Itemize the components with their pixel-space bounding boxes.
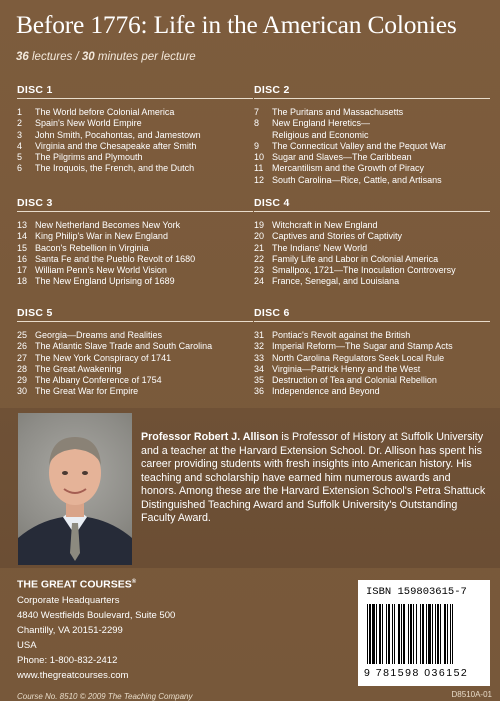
lecture-item [254,231,490,242]
publisher-info [17,575,175,683]
lecture-title: The New England Uprising of 1689 [35,276,175,287]
lecture-number: 19 [254,220,265,230]
lecture-number: 1 [17,107,23,117]
lecture-number: 4 [17,140,23,151]
lecture-number: 3 [17,129,23,140]
isbn-text: ISBN 159803615-7 [366,586,467,598]
professor-bio [141,431,486,526]
barcode-bar [447,604,448,664]
brand-name: THE GREAT COURSES [17,578,132,591]
publisher-website: www.thegreatcourses.com [17,669,129,681]
lecture-title: Virginia and the Chesapeake after Smith [35,140,197,151]
disc-heading: DISC 2 [254,84,490,99]
lecture-title: William Penn's New World Vision [35,265,167,276]
lecture-item [17,341,253,352]
lecture-item [17,386,253,397]
lecture-item [254,107,490,118]
lecture-title: Family Life and Labor in Colonial America [272,253,439,264]
lecture-number: 8 [254,118,260,129]
lecture-item [254,265,490,276]
lecture-item [17,231,253,242]
publisher-city: Chantilly, VA 20151-2299 [17,624,123,636]
professor-bio-text: is Professor of History at Suffolk University and a teacher at the Harvard Extension School. Dr. Allison has spent his career providing students with fresh insights into American history. His teaching and scholarship have earned him numerous awards and honors. Among these are the Harvard Extension School's Petra Shattuck Distinguished Teaching Award and Suffolk University's Outstanding Faculty Award. [141,431,486,524]
barcode-bar [426,604,427,664]
lecture-title: Mercantilism and the Growth of Piracy [272,163,425,174]
product-code: D8510A-01 [451,690,492,699]
lecture-number: 15 [17,242,28,253]
barcode-bar [420,604,421,664]
disc-heading: DISC 3 [17,197,253,212]
lecture-title: Bacon's Rebellion in Virginia [35,242,149,253]
publisher-country: USA [17,639,37,651]
lecture-number: 28 [17,363,28,374]
disc-heading: DISC 6 [254,307,490,322]
lecture-title: Spain's New World Empire [35,118,142,129]
lecture-item [254,254,490,265]
lecture-item [17,276,253,287]
lecture-item [254,330,490,341]
lecture-number: 9 [254,140,260,151]
lecture-title: Sugar and Slaves—The Caribbean [272,152,412,163]
barcode-bar [437,604,439,664]
lecture-title: The Puritans and Massachusetts [272,107,404,117]
lecture-item [254,243,490,254]
lecture-number: 2 [17,118,23,129]
lecture-title: King Philip's War in New England [35,231,168,242]
barcode-bar [408,604,409,664]
disc-heading: DISC 4 [254,197,490,212]
minutes-text: minutes per lecture [97,51,196,63]
lecture-number: 14 [17,231,28,242]
lecture-number: 11 [254,163,264,174]
lecture-title: The World before Colonial America [35,107,175,117]
lecture-number: 16 [17,253,28,264]
course-subtitle [16,51,196,63]
minutes-count: 30 [81,51,95,63]
barcode-bar [367,604,368,664]
publisher-street: 4840 Westfields Boulevard, Suite 500 [17,609,176,621]
barcode-icon [365,604,483,666]
lecture-item [17,364,253,375]
barcode-bar [432,604,433,664]
lecture-item [254,375,490,386]
disc-1-section [17,84,253,175]
lecture-title: The Indians' New World [272,242,368,253]
lecture-number: 23 [254,265,265,276]
lecture-number: 30 [17,386,28,397]
barcode-bar [369,604,371,664]
disc-heading: DISC 1 [17,84,253,99]
lecture-item [254,175,490,186]
lecture-item [17,118,253,129]
lecture-number: 34 [254,363,265,374]
lectures-word: lectures / [32,51,79,63]
lecture-number: 26 [17,341,28,352]
lecture-number: 25 [17,330,28,340]
barcode-bar [410,604,412,664]
lecture-number: 29 [17,375,28,386]
lecture-number: 22 [254,253,265,264]
lecture-title: France, Senegal, and Louisiana [272,276,400,287]
disc-6-section [254,307,490,398]
lecture-item [17,220,253,231]
barcode-bar [450,604,451,664]
lecture-title-continued: Religious and Economic [272,129,369,140]
lecture-item [254,141,490,152]
lecture-item [17,141,253,152]
lecture-title: The Iroquois, the French, and the Dutch [35,163,195,174]
lecture-title: Georgia—Dreams and Realities [35,330,163,340]
lecture-item [254,220,490,231]
barcode-bar [440,604,441,664]
lecture-number: 12 [254,174,265,185]
lecture-item [254,118,490,129]
lecture-number: 33 [254,352,265,363]
lecture-title: Santa Fe and the Pueblo Revolt of 1680 [35,253,196,264]
publisher-hq: Corporate Headquarters [17,594,120,606]
disc-2-section [254,84,490,186]
lecture-item [17,265,253,276]
barcode-bar [379,604,381,664]
lecture-title: The Great Awakening [35,363,122,374]
barcode-bar [388,604,390,664]
lecture-title: Pontiac's Revolt against the British [272,330,411,340]
lecture-title: Imperial Reform—The Sugar and Stamp Acts [272,341,453,352]
lecture-item [17,163,253,174]
disc-heading: DISC 5 [17,307,253,322]
lecture-number: 7 [254,107,260,117]
barcode-bar [386,604,387,664]
disc-5-section [17,307,253,398]
barcode-bar [428,604,431,664]
lecture-item [254,276,490,287]
barcode-bar [394,604,395,664]
disc-3-section [17,197,253,288]
barcode-bar [444,604,446,664]
lecture-item [17,107,253,118]
barcode-number: 9 781598 036152 [364,667,469,679]
lecture-number: 27 [17,352,28,363]
lecture-number: 18 [17,276,28,287]
lecture-item [17,243,253,254]
lecture-item [17,330,253,341]
lecture-title: The Connecticut Valley and the Pequot War [272,140,447,151]
lecture-number: 13 [17,220,28,230]
lecture-title: South Carolina—Rice, Cattle, and Artisans [272,174,442,185]
lecture-number: 35 [254,375,265,386]
lecture-title: The Great War for Empire [35,386,139,397]
lecture-title: Independence and Beyond [272,386,380,397]
lecture-title: The Pilgrims and Plymouth [35,152,143,163]
lecture-title: The New York Conspiracy of 1741 [35,352,172,363]
lecture-number: 21 [254,242,265,253]
lecture-count: 36 [16,51,29,63]
lecture-item [254,353,490,364]
publisher-phone: Phone: 1-800-832-2412 [17,654,118,666]
lecture-number: 24 [254,276,265,287]
barcode-bar [401,604,402,664]
lecture-item [254,152,490,163]
lecture-item [254,386,490,397]
barcode-bar [398,604,400,664]
registered-mark: ® [131,579,137,585]
copyright-text: Course No. 8510 © 2009 The Teaching Company [17,692,193,701]
lecture-number: 17 [17,265,28,276]
lecture-item [254,341,490,352]
lecture-item [254,163,490,174]
disc-4-section [254,197,490,288]
lecture-item [17,375,253,386]
lecture-title: Captives and Stories of Captivity [272,231,403,242]
barcode-bar [376,604,377,664]
barcode-bar [392,604,393,664]
lecture-title: Smallpox, 1721—The Inoculation Controversy [272,265,456,276]
barcode-bar [435,604,436,664]
lecture-title: Destruction of Tea and Colonial Rebellion [272,375,437,386]
lecture-title: Witchcraft in New England [272,220,378,230]
lecture-number: 5 [17,152,23,163]
lecture-number: 20 [254,231,265,242]
barcode-bar [382,604,383,664]
barcode-bar [372,604,375,664]
barcode-bar [416,604,417,664]
professor-name: Professor Robert J. Allison [141,431,279,443]
lecture-title: The Atlantic Slave Trade and South Carolina [35,341,213,352]
lecture-number: 10 [254,152,265,163]
lecture-item [17,254,253,265]
lecture-number: 6 [17,163,23,174]
publisher-brand [17,575,175,593]
lecture-item [254,364,490,375]
lecture-number: 31 [254,330,265,340]
lecture-item [17,353,253,364]
barcode-box [358,580,490,686]
barcode-bar [403,604,405,664]
lecture-title: The Albany Conference of 1754 [35,375,162,386]
lecture-item [17,130,253,141]
barcode-bar [413,604,414,664]
barcode-bar [452,604,453,664]
lecture-title: John Smith, Pocahontas, and Jamestown [35,129,201,140]
lecture-item [17,152,253,163]
course-title: Before 1776: Life in the American Colonies [16,10,457,39]
lecture-title: New England Heretics— [272,118,371,129]
lecture-title: Virginia—Patrick Henry and the West [272,363,421,374]
lecture-title: New Netherland Becomes New York [35,220,181,230]
professor-photo [18,413,132,565]
lecture-number: 32 [254,341,265,352]
lecture-title: North Carolina Regulators Seek Local Rule [272,352,445,363]
lecture-number: 36 [254,386,265,397]
barcode-bar [422,604,424,664]
